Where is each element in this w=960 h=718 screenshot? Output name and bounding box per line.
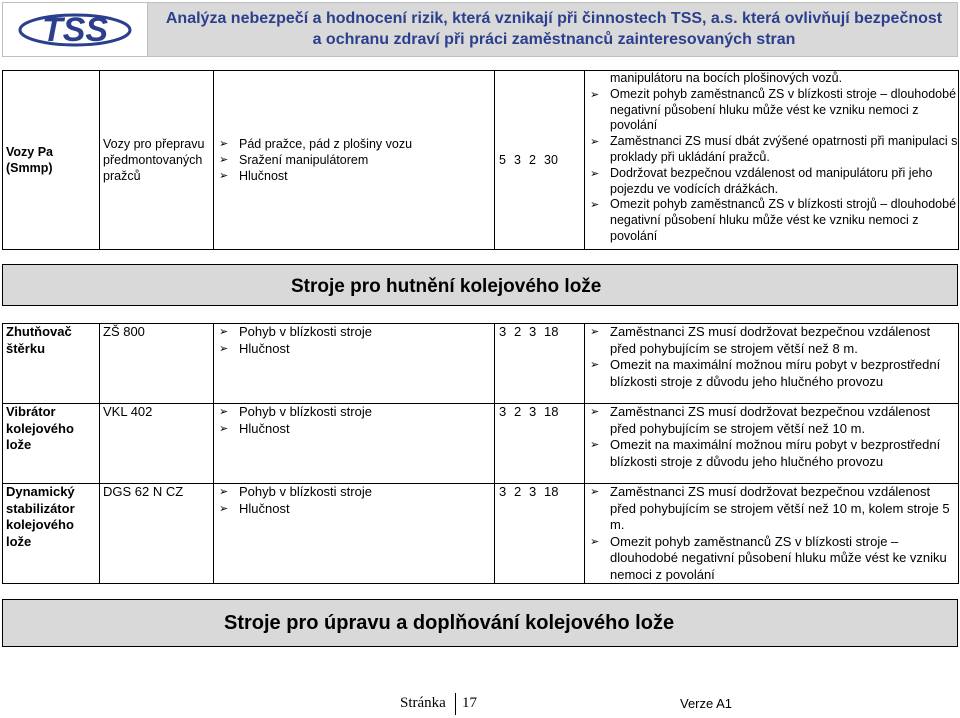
list-item: ➢ Pohyb v blízkosti stroje (217, 484, 494, 501)
document-title (150, 8, 958, 50)
section-title: Stroje pro hutnění kolejového lože (291, 276, 602, 297)
detection-value: 2 (529, 153, 536, 167)
category-cell: Dynamický stabilizátor kolejového lože (3, 484, 100, 584)
hazards-cell (214, 484, 495, 584)
list-item: ➢ Omezit na maximální možnou míru pobyt v bezprostřední blízkosti stroje z důvodu jeho hlučného provozu (588, 437, 958, 470)
list-item: ➢ Dodržovat bezpečnou vzdálenost od manipulátoru při jeho pojezdu ve vodících drážkách. (588, 166, 958, 198)
category-cell: Zhutňovač štěrku (3, 324, 100, 404)
list-item: ➢ Hlučnost (217, 341, 494, 358)
machine-cell: DGS 62 N CZ (100, 484, 214, 584)
risk-value: 18 (544, 484, 559, 499)
measures-cell (585, 484, 959, 584)
risk-score-cell (495, 324, 585, 404)
measures-cell (585, 324, 959, 404)
list-item: ➢ Zaměstnanci ZS musí dodržovat bezpečnou vzdálenost před pohybujícím se strojem větší než 10 m. (588, 404, 958, 437)
list-item: ➢ Zaměstnanci ZS musí dbát zvýšené opatrnosti při manipulaci s proklady při ukládání pražců. (588, 134, 958, 166)
section-heading-bar (2, 599, 958, 647)
detection-value: 3 (529, 324, 537, 339)
page-number: 17 (462, 695, 477, 711)
hazards-cell (214, 324, 495, 404)
list-item: ➢ Zaměstnanci ZS musí dodržovat bezpečnou vzdálenost před pohybujícím se strojem větší než 8 m. (588, 324, 958, 357)
hazard-list (217, 404, 494, 437)
list-item: ➢ Omezit na maximální možnou míru pobyt v bezprostřední blízkosti stroje z důvodu jeho hlučného provozu (588, 357, 958, 390)
probability-value: 3 (499, 484, 507, 499)
list-item: ➢ Zaměstnanci ZS musí dodržovat bezpečnou vzdálenost před pohybujícím se strojem větší než 10 m, kolem stroje 5 m. (588, 484, 958, 534)
page-label: Stránka (400, 695, 446, 711)
list-item: ➢ Hlučnost (217, 168, 494, 184)
risk-table-2 (2, 323, 959, 584)
section-heading-bar (2, 264, 958, 306)
measure-list (588, 324, 958, 390)
hazard-list (217, 136, 494, 184)
measures-cell (585, 404, 959, 484)
list-item: ➢ Hlučnost (217, 421, 494, 438)
machine-cell: VKL 402 (100, 404, 214, 484)
machine-cell: ZŠ 800 (100, 324, 214, 404)
category-cell: Vibrátor kolejového lože (3, 404, 100, 484)
probability-value: 3 (499, 404, 507, 419)
hazards-cell (214, 71, 495, 250)
table-row (3, 324, 959, 404)
list-item: ➢ Hlučnost (217, 501, 494, 518)
category-cell: Vozy Pa (Smmp) (3, 71, 100, 250)
detection-value: 3 (529, 404, 537, 419)
list-item: ➢ Sražení manipulátorem (217, 152, 494, 168)
list-item: ➢ Pohyb v blízkosti stroje (217, 324, 494, 341)
severity-value: 3 (514, 153, 521, 167)
hazard-list (217, 324, 494, 357)
risk-score-cell (495, 484, 585, 584)
measure-list (588, 484, 958, 583)
table-row (3, 484, 959, 584)
list-item: ➢ Pohyb v blízkosti stroje (217, 404, 494, 421)
table-row (3, 404, 959, 484)
table-row (3, 71, 959, 250)
risk-value: 30 (544, 153, 558, 167)
list-item: ➢ Omezit pohyb zaměstnanců ZS v blízkosti stroje – dlouhodobé negativní působení hluku může vést ke vzniku nemoci z povolání (588, 534, 958, 584)
measure-list (588, 87, 958, 245)
probability-value: 5 (499, 153, 506, 167)
list-item: ➢ Pád pražce, pád z plošiny vozu (217, 136, 494, 152)
probability-value: 3 (499, 324, 507, 339)
section-title: Stroje pro úpravu a doplňování kolejového lože (224, 612, 675, 634)
severity-value: 2 (514, 484, 522, 499)
version-label: Verze A1 (680, 696, 733, 711)
measure-continuation: manipulátoru na bocích plošinových vozů. (610, 71, 843, 85)
measures-cell (585, 71, 959, 250)
machine-cell: Vozy pro přepravu předmontovaných pražců (100, 71, 214, 250)
risk-score-cell (495, 404, 585, 484)
footer-divider (455, 693, 456, 715)
title-line-1: Analýza nebezpečí a hodnocení rizik, která vznikají při činnostech TSS, a.s. která ovlivňují bezpečnost (165, 10, 943, 27)
risk-value: 18 (544, 404, 559, 419)
severity-value: 2 (514, 324, 522, 339)
hazards-cell (214, 404, 495, 484)
risk-score-cell (495, 71, 585, 250)
logo (2, 2, 148, 57)
logo-text: TSS (41, 11, 109, 49)
risk-value: 18 (544, 324, 559, 339)
measure-list (588, 404, 958, 470)
severity-value: 2 (514, 404, 522, 419)
title-line-2: a ochranu zdraví při práci zaměstnanců zainteresovaných stran (312, 31, 796, 48)
hazard-list (217, 484, 494, 517)
detection-value: 3 (529, 484, 537, 499)
list-item: ➢ Omezit pohyb zaměstnanců ZS v blízkosti stroje – dlouhodobé negativní působení hluku může vést ke vzniku nemoci z povolání (588, 87, 958, 134)
list-item: ➢ Omezit pohyb zaměstnanců ZS v blízkosti strojů – dlouhodobé negativní působení hluku může vést ke vzniku nemoci z povolání (588, 197, 958, 244)
tss-logo-icon (3, 3, 147, 56)
risk-table-1 (2, 70, 959, 250)
